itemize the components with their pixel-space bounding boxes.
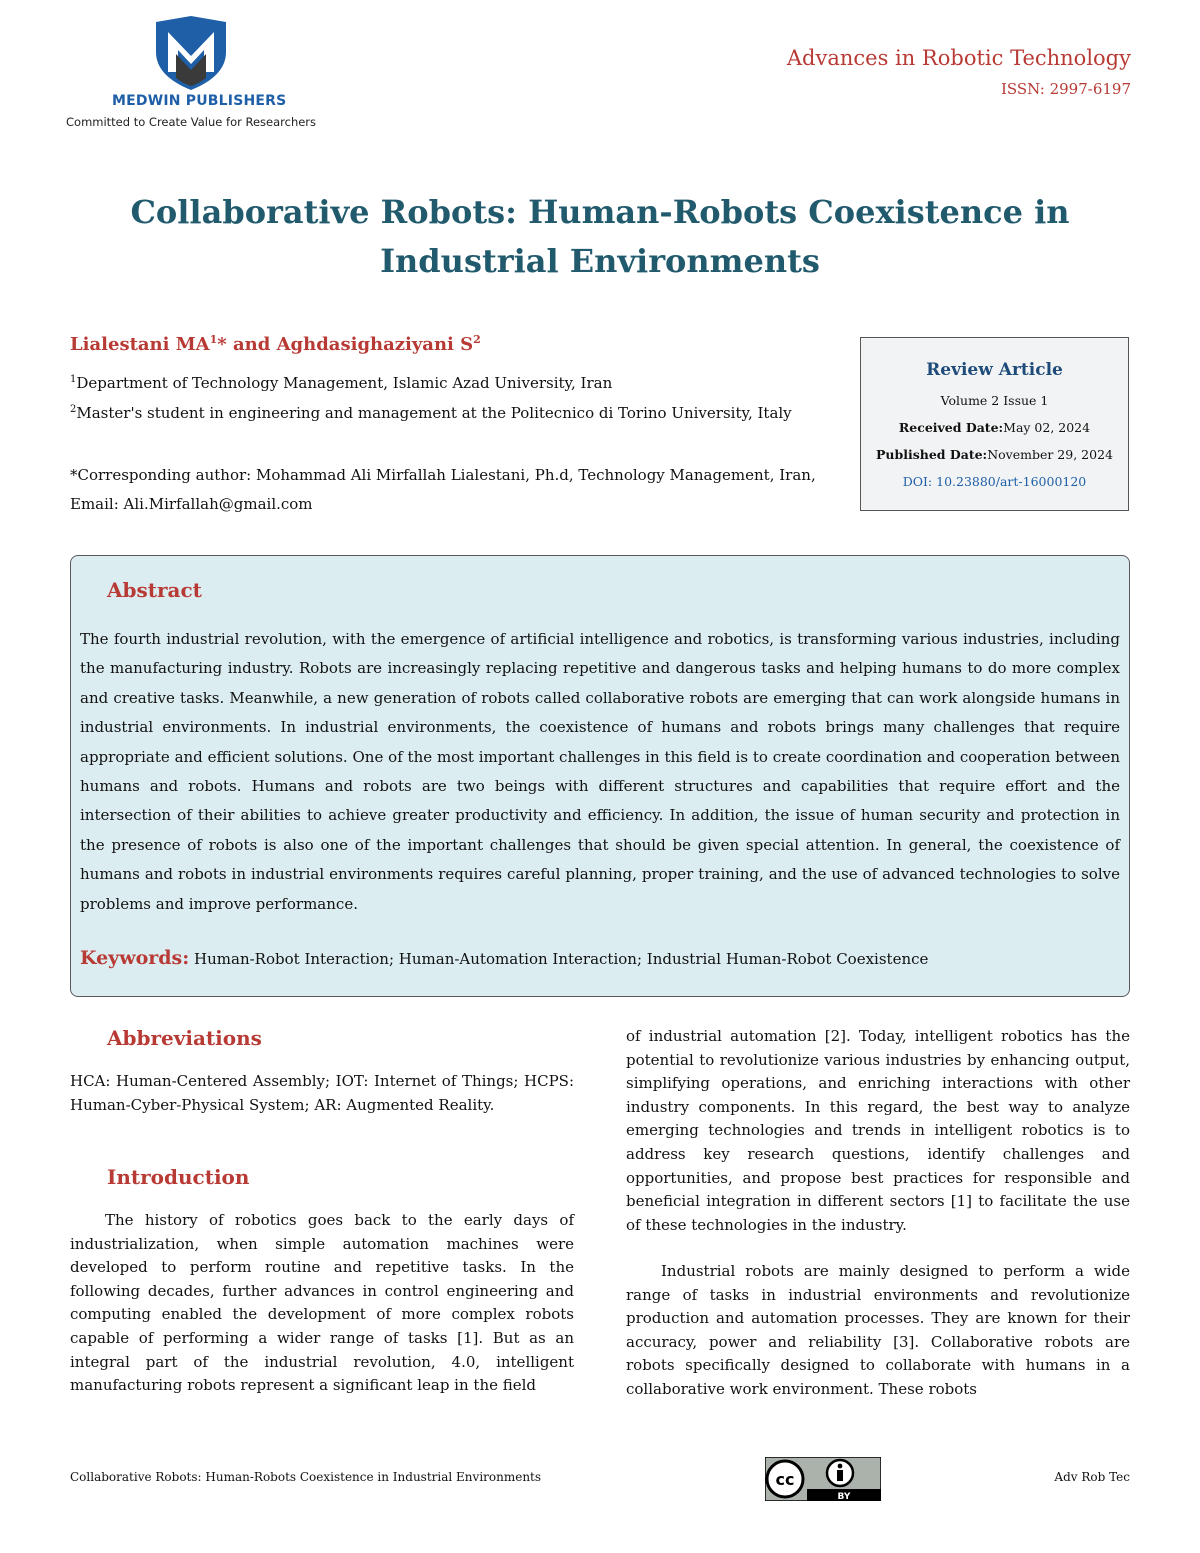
publisher-name: MEDWIN PUBLISHERS (112, 93, 287, 109)
right-column-paragraph-1: of industrial automation [2]. Today, intelligent robotics has the potential to revolutionize various industries by enhancing output, simplifying operations, and enriching interactions with other industry components. In this regard, the best way to analyze emerging technologies and trends in intelligent robotics is to address key research questions, identify challenges and opportunities, and propose best practices for responsible and beneficial integration in different sectors [1] to facilitate the use of these technologies in the industry. (626, 1027, 1130, 1234)
keywords-text: Human-Robot Interaction; Human-Automation Interaction; Industrial Human-Robot Coexistence (194, 950, 929, 968)
svg-text:cc: cc (775, 1470, 795, 1489)
abstract-text: The fourth industrial revolution, with the emergence of artificial intelligence and robotics, is transforming various industries, including the manufacturing industry. Robots are increasingly replacing repetitive and dangerous tasks and helping humans to do more complex and creative tasks. Meanwhile, a new generation of robots called collaborative robots are emerging that can work alongside humans in industrial environments. In industrial environments, the coexistence of humans and robots brings many challenges that require appropriate and efficient solutions. One of the most important challenges in this field is to create coordination and cooperation between humans and robots. Humans and robots are two beings with different structures and capabilities that require effort and the intersection of their abilities to achieve greater productivity and efficiency. In addition, the issue of human security and protection in the presence of robots is also one of the important challenges that should be given special attention. In general, the coexistence of humans and robots in industrial environments requires careful planning, proper training, and the use of advanced technologies to solve problems and improve performance. (80, 630, 1120, 913)
affiliation-2-text: Master's student in engineering and management at the Politecnico di Torino University, Italy (76, 404, 792, 422)
journal-issn: ISSN: 2997-6197 (1000, 80, 1131, 98)
affiliation-1 (70, 374, 612, 392)
received-value: May 02, 2024 (1003, 420, 1091, 435)
published-label: Published Date: (876, 447, 988, 462)
introduction-text: The history of robotics goes back to the early days of industrialization, when simple automation machines were developed to perform routine and repetitive tasks. In the following decades, further advances in control engineering and computing enabled the development of more complex robots capable of performing a wider range of tasks [1]. But as an integral part of the industrial revolution, 4.0, intelligent manufacturing robots represent a significant leap in the field (70, 1211, 574, 1395)
footer-title: Collaborative Robots: Human-Robots Coexistence in Industrial Environments (70, 1470, 542, 1484)
author-line (70, 333, 481, 355)
author-2-sup: 2 (473, 333, 481, 346)
article-type: Review Article (926, 360, 1063, 380)
abstract-heading: Abstract (107, 578, 202, 602)
keywords-line (80, 947, 928, 969)
right-column-paragraph-2: Industrial robots are mainly designed to perform a wide range of tasks in industrial environments and revolutionize production and automation processes. They are known for their accuracy, power and reliability [3]. Collaborative robots are robots specifically designed to collaborate with humans in a collaborative work environment. These robots (626, 1262, 1130, 1398)
article-info-box (860, 337, 1129, 511)
publisher-tagline: Committed to Create Value for Researchers (66, 115, 317, 129)
doi-link[interactable]: DOI: 10.23880/art-16000120 (902, 474, 1087, 489)
received-label: Received Date: (898, 420, 1004, 435)
published-value: November 29, 2024 (987, 447, 1113, 462)
abbreviations-heading: Abbreviations (107, 1026, 262, 1050)
published-date (861, 447, 1128, 462)
cc-by-label: BY (837, 1492, 851, 1501)
keywords-label: Keywords: (80, 947, 190, 969)
article-title: Collaborative Robots: Human-Robots Coexistence in Industrial Environments (130, 193, 1070, 280)
publisher-logo-icon (148, 14, 234, 92)
footer-journal-abbrev: Adv Rob Tec (1054, 1470, 1130, 1484)
author-1-name: Lialestani MA (70, 334, 210, 355)
corresponding-author: *Corresponding author: Mohammad Ali Mirfallah Lialestani, Ph.d, Technology Management, Iran, Email: Ali.Mirfallah@gmail.com (70, 466, 816, 513)
received-date (861, 420, 1128, 435)
volume-issue: Volume 2 Issue 1 (940, 393, 1049, 408)
affiliation-1-text: Department of Technology Management, Islamic Azad University, Iran (76, 374, 613, 392)
introduction-heading: Introduction (107, 1165, 250, 1189)
affiliation-2-sup: 2 (70, 404, 77, 415)
affiliation-1-sup: 1 (70, 374, 77, 385)
affiliation-2 (70, 404, 792, 422)
author-join: * and Aghdasighaziyani S (217, 334, 474, 355)
cc-by-license-icon[interactable] (765, 1457, 881, 1501)
abbreviations-text: HCA: Human-Centered Assembly; IOT: Internet of Things; HCPS: Human-Cyber-Physical System; AR: Augmented Reality. (70, 1072, 574, 1114)
journal-name: Advances in Robotic Technology (786, 46, 1131, 70)
author-1-sup: 1 (209, 333, 218, 346)
